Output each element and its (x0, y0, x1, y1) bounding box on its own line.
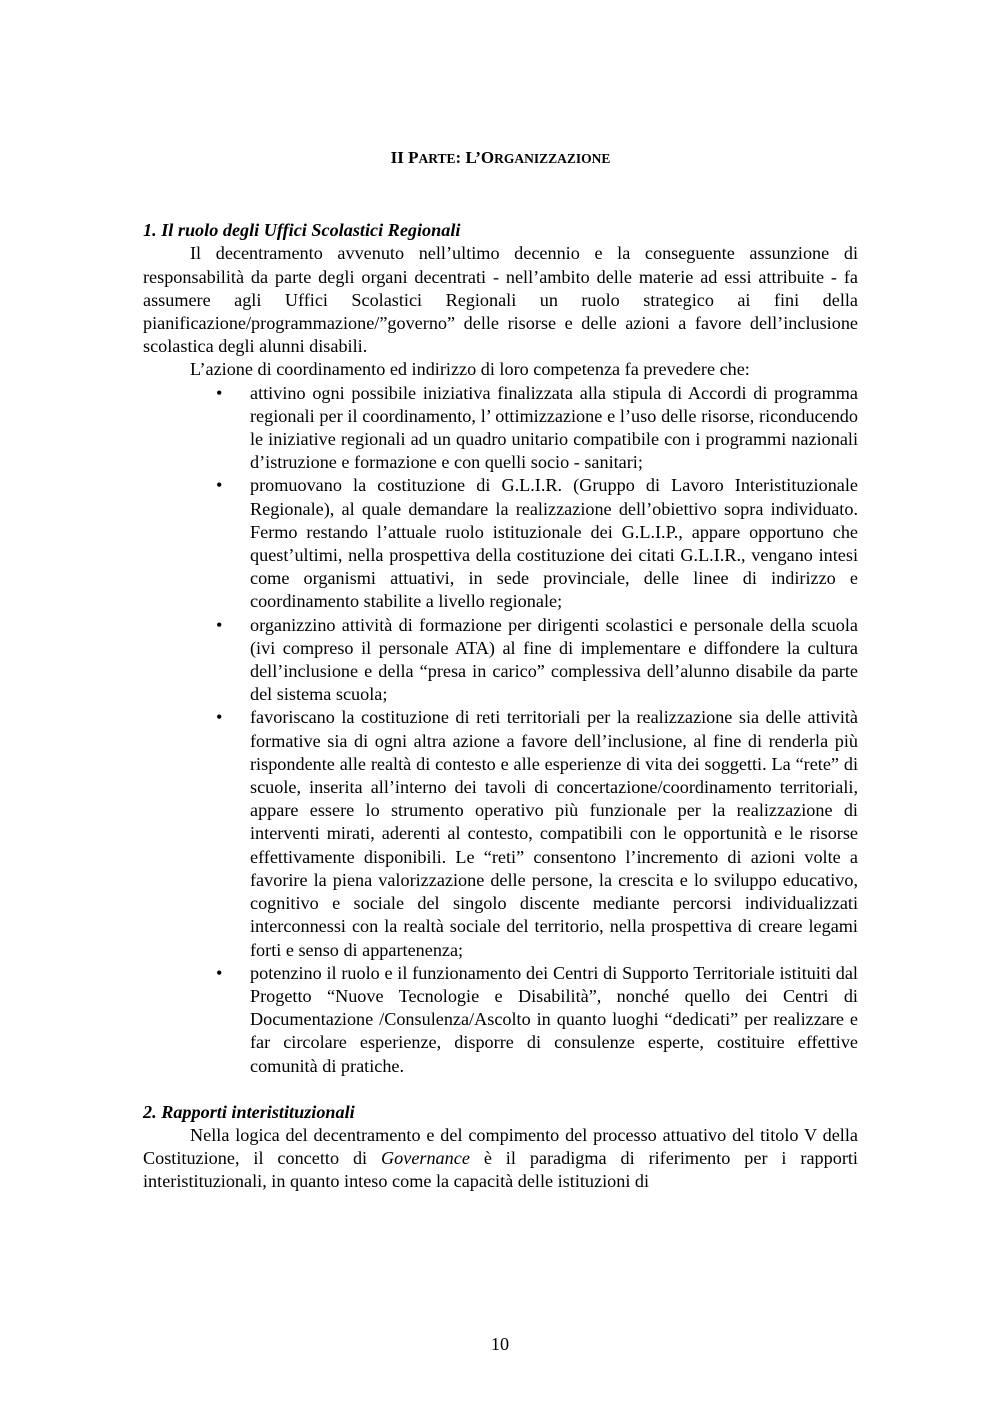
bullet-icon: • (216, 475, 223, 496)
part-title-separator: : L’O (455, 148, 495, 167)
section-1-paragraph-2: L’azione di coordinamento ed indirizzo di loro competenza fa prevedere che: (190, 359, 750, 380)
page-number: 10 (490, 1334, 510, 1354)
document-page (143, 146, 858, 1194)
section-2-paragraph (143, 1124, 858, 1194)
list-item-text: promuovano la costituzione di G.L.I.R. (Gruppo di Lavoro Interistituzionale Regionale), al quale demandare la realizzazione dell’obiettivo sopra individuato. Fermo restando l’attuale ruolo istituzionale dei G.L.I.P., appare opportuno che quest’ultimi, nella prospettiva della costituzione dei citati G.L.I.R., vengano intesi come organismi attuativi, in sede provinciale, delle linee di indirizzo e coordinamento stabilite a livello regionale; (250, 475, 858, 612)
list-item-text: organizzino attività di formazione per dirigenti scolastici e personale della scuola (ivi compreso il personale ATA) al fine di implementare e diffondere la cultura dell’inclusione e della “presa in carico” complessiva dell’alunno disabile da parte del sistema scuola; (250, 614, 858, 705)
list-item (143, 706, 858, 961)
list-item (143, 382, 858, 475)
section-2-text-before: Nella logica del decentramento e del compimento del processo attuativo del titolo V della Costituzione, il concetto di (143, 1124, 858, 1169)
section-2-text-after: è il paradigma di riferimento per i rapporti interistituzionali, in quanto inteso come la capacità delle istituzioni di (143, 1148, 858, 1192)
governance-term: Governance (381, 1148, 470, 1169)
section-1-bullet-list (143, 382, 858, 1078)
part-title (143, 146, 858, 170)
list-item-text: potenzino il ruolo e il funzionamento dei Centri di Supporto Territoriale istituiti dal Progetto “Nuove Tecnologie e Disabilità”, nonché quello dei Centri di Documentazione /Consulenza/Ascolto in quanto luoghi “dedicati” per realizzare e far circolare esperienze, disporre di consulenze esperte, costituire effettive comunità di pratiche. (250, 962, 858, 1076)
section-2-heading: 2. Rapporti interistituzionali (143, 1101, 355, 1122)
bullet-icon: • (216, 614, 223, 635)
part-title-smallcaps: ARTE (418, 151, 456, 166)
part-title-smallcaps-suffix: RGANIZZAZIONE (494, 151, 611, 166)
bullet-icon: • (216, 707, 223, 728)
list-item (143, 614, 858, 707)
bullet-icon: • (216, 962, 223, 983)
section-1-heading: 1. Il ruolo degli Uffici Scolastici Regionali (143, 220, 461, 241)
bullet-icon: • (216, 382, 223, 403)
section-1-paragraph-1: Il decentramento avvenuto nell’ultimo decennio e la conseguente assunzione di responsabilità da parte degli organi decentrati - nell’ambito delle materie ad essi attribuite - fa assumere agli Uffici Scolastici Regionali un ruolo strategico ai fini della pianificazione/programmazione/”governo” delle risorse e delle azioni a favore dell’inclusione scolastica degli alunni disabili. (143, 243, 858, 357)
list-item (143, 962, 858, 1078)
part-title-prefix: II P (390, 148, 419, 167)
list-item-text: attivino ogni possibile iniziativa finalizzata alla stipula di Accordi di programma regionali per il coordinamento, l’ ottimizzazione e l’uso delle risorse, riconducendo le iniziative regionali ad un quadro unitario compatibile con i programmi nazionali d’istruzione e formazione e con quelli socio - sanitari; (250, 382, 858, 473)
list-item (143, 474, 858, 613)
list-item-text: favoriscano la costituzione di reti territoriali per la realizzazione sia delle attività formative sia di ogni altra azione a favore dell’inclusione, al fine di renderla più rispondente alle realtà di contesto e alle esperienze di vita dei soggetti. La “rete” di scuole, inserita all’interno dei tavoli di concertazione/coordinamento territoriali, appare essere lo strumento operativo più funzionale per la realizzazione di interventi mirati, aderenti al contesto, compatibili con le opportunità e le risorse effettivamente disponibili. Le “reti” consentono l’incremento di azioni volte a favorire la piena valorizzazione delle persone, la crescita e lo sviluppo educativo, cognitivo e sociale del singolo discente mediante percorsi individualizzati interconnessi con la realtà sociale del territorio, nella prospettiva di creare legami forti e senso di appartenenza; (250, 707, 858, 960)
